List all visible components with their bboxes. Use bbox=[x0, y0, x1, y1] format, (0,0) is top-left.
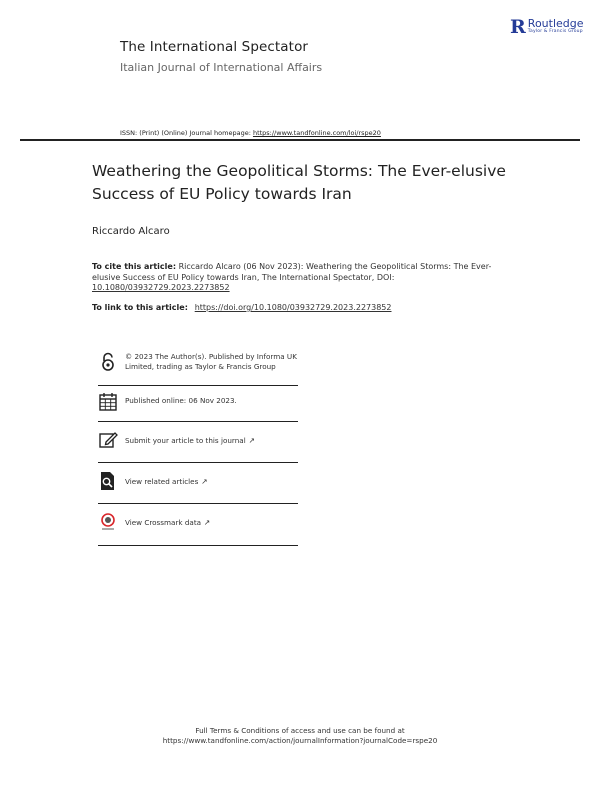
crossmark-row[interactable] bbox=[98, 512, 298, 538]
open-access-icon bbox=[98, 352, 118, 372]
calendar-icon bbox=[98, 392, 118, 412]
issn-line bbox=[120, 129, 381, 137]
published-row bbox=[98, 392, 298, 416]
article-author[interactable]: Riccardo Alcaro bbox=[92, 226, 170, 237]
journal-subtitle: Italian Journal of International Affairs bbox=[120, 61, 323, 74]
routledge-logo-icon: R bbox=[510, 16, 526, 38]
copyright-row bbox=[98, 352, 298, 388]
issn-prefix: ISSN: (Print) (Online) Journal homepage: bbox=[120, 129, 253, 137]
row-divider bbox=[98, 545, 298, 546]
published-text: Published online: 06 Nov 2023. bbox=[125, 396, 237, 405]
article-link-block bbox=[92, 303, 392, 312]
article-title: Weathering the Geopolitical Storms: The Ever-elusive Success of EU Policy towards Iran bbox=[92, 162, 506, 203]
edit-icon bbox=[98, 430, 118, 450]
publisher-name: Routledge bbox=[527, 17, 584, 30]
crossmark-icon bbox=[98, 512, 118, 532]
submit-link[interactable]: Submit your article to this journal ↗ bbox=[125, 436, 255, 445]
related-row[interactable] bbox=[98, 471, 298, 495]
row-divider bbox=[98, 421, 298, 422]
related-articles-link[interactable]: View related articles ↗ bbox=[125, 477, 208, 486]
publisher-sub: Taylor & Francis Group bbox=[527, 29, 583, 34]
related-articles-icon bbox=[98, 471, 118, 491]
copyright-text: © 2023 The Author(s). Published by Informa UK Limited, trading as Taylor & Francis Group bbox=[125, 352, 297, 371]
row-divider bbox=[98, 462, 298, 463]
citation-block bbox=[92, 262, 492, 294]
submit-row[interactable] bbox=[98, 430, 298, 454]
external-link-icon: ↗ bbox=[248, 436, 255, 445]
cite-doi-link[interactable]: 10.1080/03932729.2023.2273852 bbox=[92, 283, 230, 292]
journal-homepage-link[interactable]: https://www.tandfonline.com/loi/rspe20 bbox=[252, 129, 381, 137]
cite-label: To cite this article: bbox=[92, 262, 177, 271]
journal-title: The International Spectator bbox=[120, 39, 309, 55]
external-link-icon: ↗ bbox=[201, 477, 208, 486]
footer-url[interactable]: https://www.tandfonline.com/action/journalInformation?journalCode=rspe20 bbox=[162, 736, 438, 745]
cite-text: Riccardo Alcaro (06 Nov 2023): Weathering the Geopolitical Storms: The Ever-elusive Success of EU Policy towards Iran, The International Spectator, DOI: bbox=[92, 262, 492, 282]
link-label: To link to this article: bbox=[92, 303, 191, 312]
row-divider bbox=[98, 503, 298, 504]
header-divider bbox=[20, 139, 580, 141]
external-link-icon: ↗ bbox=[204, 518, 211, 527]
footer bbox=[0, 726, 600, 746]
article-doi-link[interactable]: https://doi.org/10.1080/03932729.2023.2273852 bbox=[194, 303, 392, 312]
footer-terms: Full Terms & Conditions of access and use can be found at bbox=[195, 726, 405, 735]
row-divider bbox=[98, 385, 298, 386]
publisher-logo[interactable] bbox=[510, 18, 584, 36]
crossmark-link[interactable]: View Crossmark data ↗ bbox=[125, 518, 211, 527]
